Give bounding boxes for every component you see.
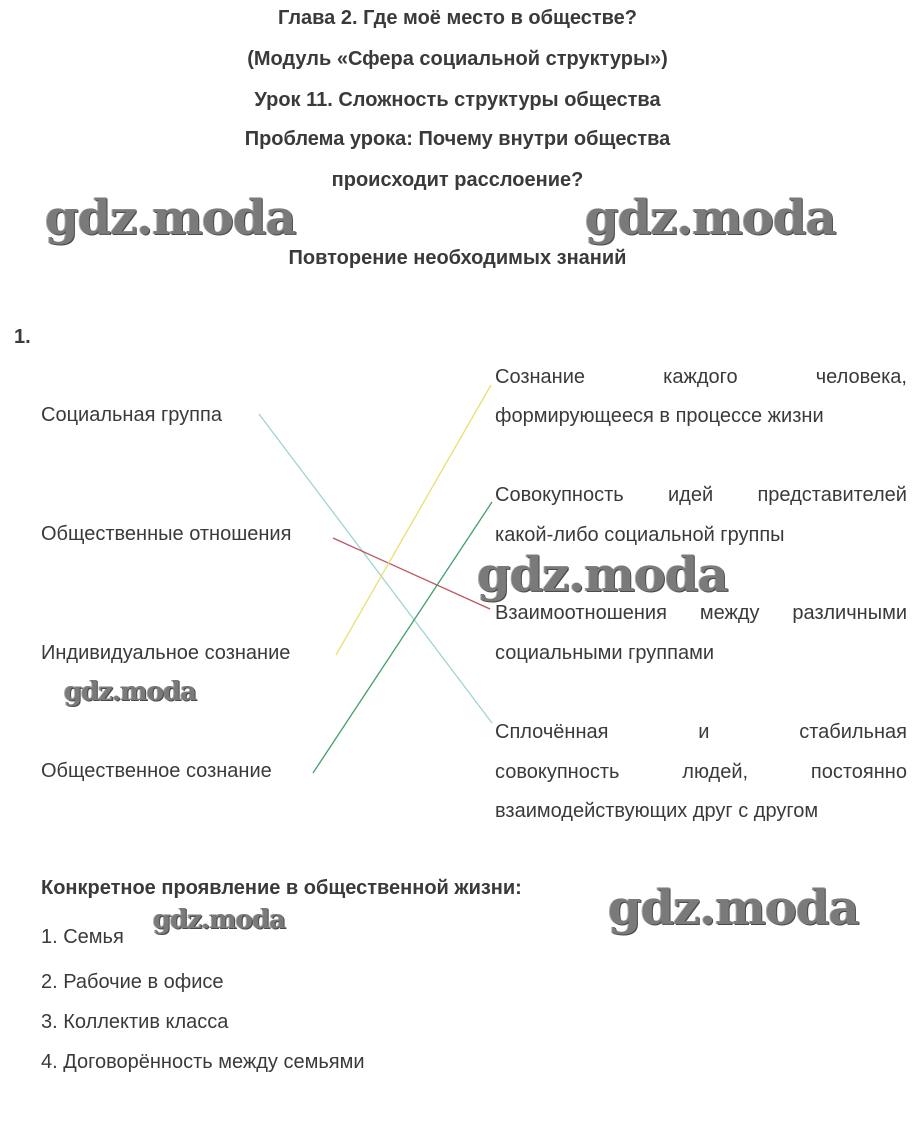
word: стабильная	[799, 721, 907, 743]
term-individual-consciousness: Индивидуальное сознание	[41, 642, 291, 664]
module-title: (Модуль «Сфера социальной структуры»)	[247, 48, 668, 70]
match-line-social-group	[259, 414, 492, 723]
word: совокупность	[495, 761, 620, 783]
chapter-title: Глава 2. Где моё место в обществе?	[277, 7, 638, 29]
word: каждого	[663, 366, 738, 388]
example-item: 2. Рабочие в офисе	[41, 971, 224, 993]
watermark: gdz.moda	[45, 190, 296, 246]
watermark: gdz.moda	[153, 905, 286, 935]
match-line-public-consciousness	[313, 502, 492, 773]
definition-1-line2: формирующееся в процессе жизни	[495, 405, 824, 427]
lesson-title: Урок 11. Сложность структуры общества	[254, 89, 661, 111]
question-number: 1.	[14, 326, 31, 348]
match-line-individual-consciousness	[336, 385, 491, 655]
word: Взаимоотношения	[495, 602, 667, 624]
watermark: gdz.moda	[477, 547, 728, 603]
term-social-group: Социальная группа	[41, 404, 222, 426]
section-title: Повторение необходимых знаний	[288, 247, 627, 269]
examples-heading: Конкретное проявление в общественной жизни:	[41, 877, 522, 899]
watermark: gdz.moda	[608, 880, 859, 936]
word: и	[698, 721, 710, 743]
definition-3-line2: социальными группами	[495, 642, 714, 664]
word: различными	[792, 602, 907, 624]
word: людей,	[682, 761, 749, 783]
word: Сплочённая	[495, 721, 609, 743]
watermark: gdz.moda	[585, 190, 836, 246]
example-item: 3. Коллектив класса	[41, 1011, 229, 1033]
example-item: 1. Семья	[41, 926, 124, 948]
lesson-problem-line2: происходит расслоение?	[331, 169, 584, 191]
word: представителей	[757, 484, 907, 506]
term-social-relations: Общественные отношения	[41, 523, 292, 545]
term-public-consciousness: Общественное сознание	[41, 760, 272, 782]
example-item: 4. Договорённость между семьями	[41, 1051, 365, 1073]
word: идей	[667, 484, 714, 506]
word: между	[699, 602, 760, 624]
watermark: gdz.moda	[64, 677, 197, 707]
match-line-social-relations	[333, 538, 490, 609]
definition-2-line2: какой-либо социальной группы	[495, 524, 785, 546]
word: постоянно	[810, 761, 907, 783]
word: Совокупность	[495, 484, 624, 506]
word: Сознание	[495, 366, 586, 388]
definition-4-line3: взаимодействующих друг с другом	[495, 800, 819, 822]
lesson-problem-line1: Проблема урока: Почему внутри общества	[244, 128, 671, 150]
word: человека,	[815, 366, 907, 388]
